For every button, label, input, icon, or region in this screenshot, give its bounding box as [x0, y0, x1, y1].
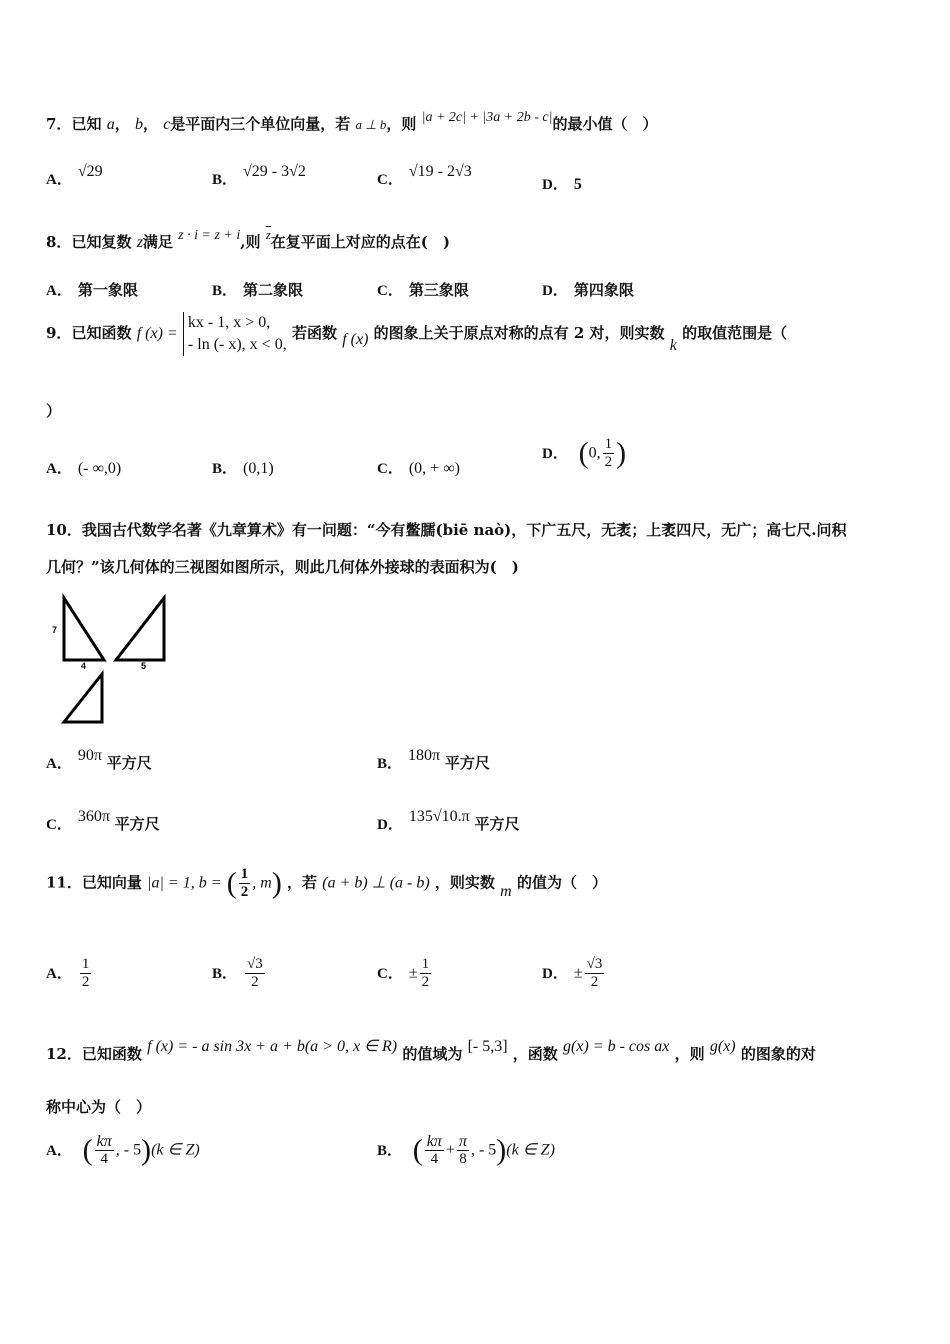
q10-stem-line1: 10．我国古代数学名著《九章算术》有一问题：“今有鳖臑(biē naò)，下广五尺，无袤；上袤四尺，无广；高七尺.问积 [46, 521, 847, 539]
q11-option-a[interactable]: A． $\frac{1}{2}$ [46, 956, 90, 990]
q9-option-a[interactable]: A． (- ∞,0) [46, 460, 122, 477]
q8-option-b[interactable]: B． 第二象限 [212, 281, 304, 299]
q7-option-c[interactable]: C． √19 - 2√3 [377, 163, 472, 188]
q7-option-b[interactable]: B． √29 - 3√2 [212, 163, 306, 188]
q8-option-a[interactable]: A． 第一象限 [46, 281, 138, 299]
q12-stem: 12．已知函数 f (x) = - a sin 3x + a + b(a > 0, x ∈ R) 的值域为 [- 5,3] ，函数 g(x) = b - cos ax ，则 g(x) 的图象的对 [46, 1038, 816, 1063]
q10-stem-line2: 几何？”该几何体的三视图如图所示，则此几何体外接球的表面积为( ) [46, 558, 519, 576]
q7-stem: 7．已知 a， b， c是平面内三个单位向量，若 a ⊥ b，则 |a + 2c| + |3a + 2b - c|的最小值（ ） [46, 110, 658, 133]
q10-option-a[interactable]: A． 90π 平方尺 [46, 747, 152, 772]
q7-option-d[interactable]: D． 5 [542, 176, 582, 193]
q7-option-a[interactable]: A． √29 [46, 163, 103, 188]
q9-piecewise: kx - 1, x > 0, - ln (- x), x < 0, [183, 312, 287, 356]
top-view-triangle [64, 674, 102, 722]
q12-option-a[interactable]: A． ( $\frac{k\pi}{4}$ , - 5)(k ∈ Z) [46, 1133, 200, 1167]
q8-stem: 8．已知复数 z满足 z · i = z + i,则 $\overline{z}$在复平面上对应的点在( ) [46, 227, 450, 251]
side-view-triangle [116, 598, 164, 660]
q12-stem-line2: 称中心为（ ） [46, 1098, 152, 1116]
q11-stem: 11．已知向量 |a| = 1, b = ( $\frac{1}{2}$ , m) ，若 (a + b) ⊥ (a - b) ，则实数 m 的值为（ ） [46, 866, 607, 900]
q10-option-d[interactable]: D． 135√10.π 平方尺 [377, 808, 520, 833]
q9-stem: 9．已知函数 f (x) = kx - 1, x > 0, - ln (- x), x < 0, 若函数 f (x) 的图象上关于原点对称的点有 2 对，则实数 k 的取值范围是（ [46, 314, 788, 354]
q8-option-c[interactable]: C． 第三象限 [377, 281, 469, 299]
three-view-figure [48, 592, 173, 727]
q8-option-d[interactable]: D． 第四象限 [542, 281, 634, 299]
q9-stem-close: ） [46, 402, 62, 420]
q9-option-d[interactable]: D． (0, $\frac{1}{2}$ ) [542, 436, 627, 470]
q11-option-c[interactable]: C． ± $\frac{1}{2}$ [377, 956, 430, 990]
q9-option-b[interactable]: B． (0,1) [212, 460, 274, 477]
label-4: 4 [81, 661, 87, 671]
label-5: 5 [141, 661, 147, 671]
q11-option-d[interactable]: D． ± $\frac{√3}{2}$ [542, 956, 603, 990]
q9-option-c[interactable]: C． (0, + ∞) [377, 460, 460, 477]
q10-option-c[interactable]: C． 360π 平方尺 [46, 808, 160, 833]
front-view-triangle [64, 598, 104, 660]
q11-option-b[interactable]: B． $\frac{√3}{2}$ [212, 956, 263, 990]
label-7: 7 [52, 625, 58, 635]
q10-option-b[interactable]: B． 180π 平方尺 [377, 747, 490, 772]
q12-option-b[interactable]: B． ( $\frac{k\pi}{4}$ + $\frac{\pi}{8}$ , - 5)(k ∈ Z) [377, 1133, 555, 1167]
